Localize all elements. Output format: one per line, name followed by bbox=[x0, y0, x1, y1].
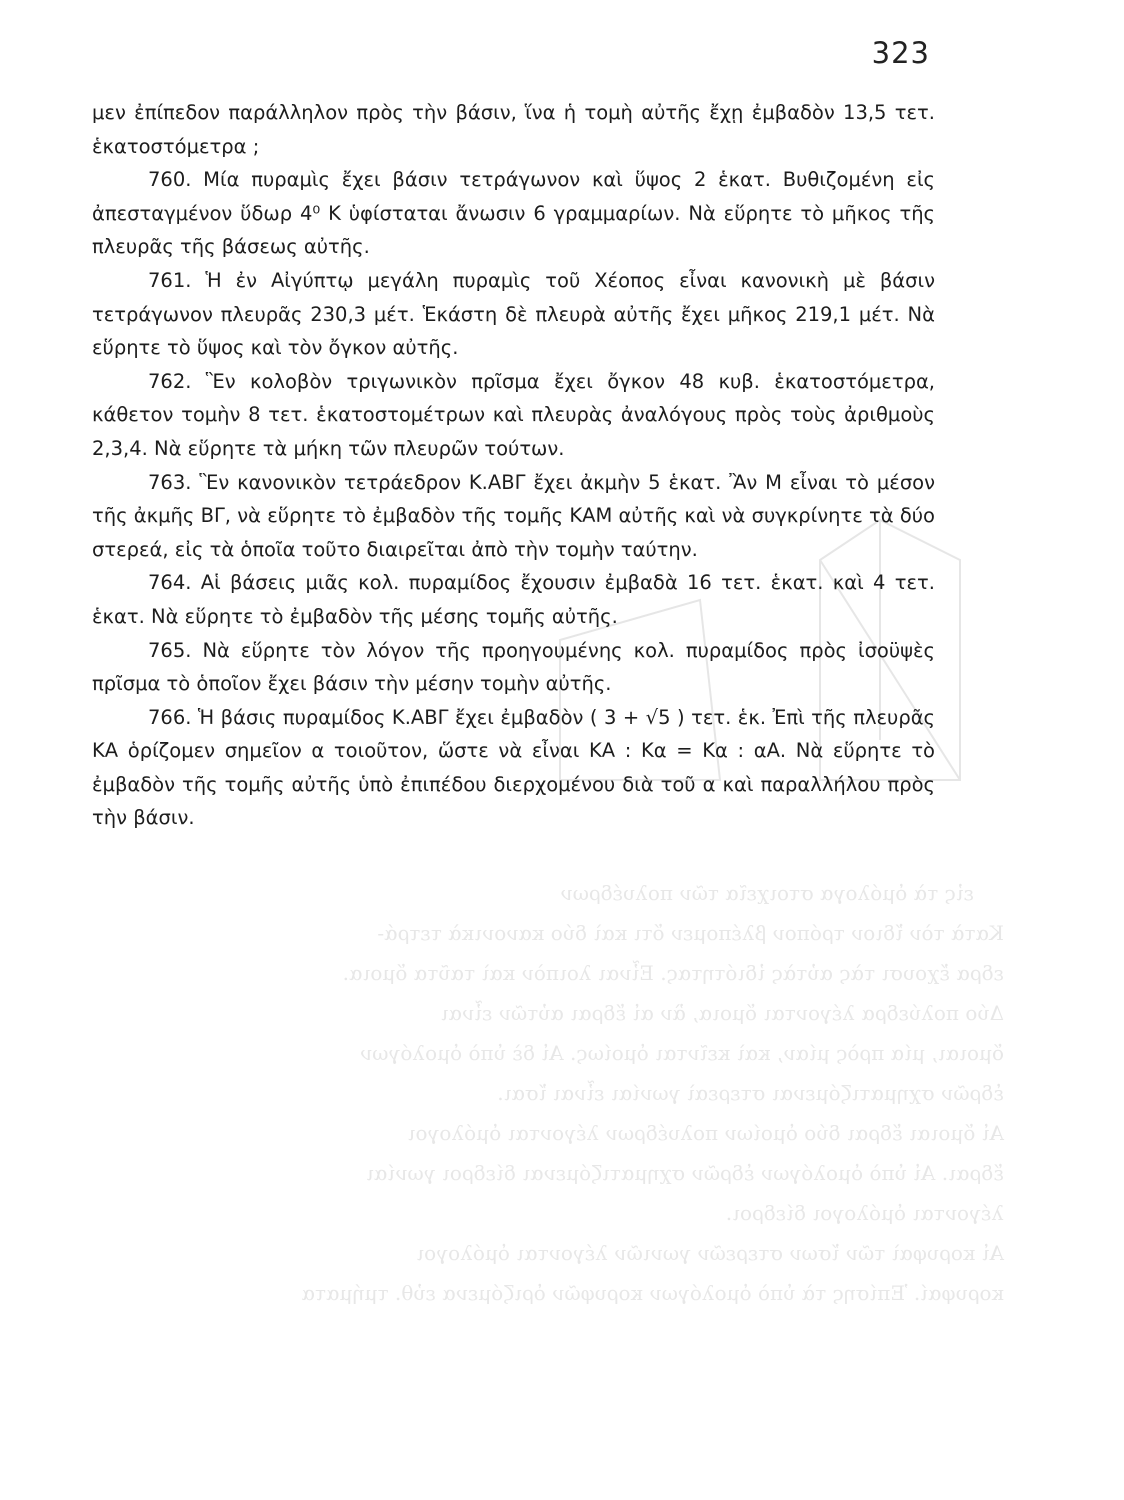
page-number: 323 bbox=[871, 36, 930, 70]
svg-text:Κατὰ τὸν ἴδιον τρόπον βλέπομεν: Κατὰ τὸν ἴδιον τρόπον βλέπομεν ὅτι καὶ δύο κανονικὰ τετρά- bbox=[377, 921, 1004, 945]
svg-text:κορυφαί. Ἐπίσης τὰ ὑπὸ ὁμολόγω: κορυφαί. Ἐπίσης τὰ ὑπὸ ὁμολόγων κορυφῶν ὁριζόμενα εὐθ. τμήματα bbox=[301, 1281, 1004, 1305]
svg-text:Αἱ ὅμοιαι ἕδραι δύο ὁμοίων πολ: Αἱ ὅμοιαι ἕδραι δύο ὁμοίων πολυέδρων λέγονται ὁμόλογοι bbox=[407, 1121, 1004, 1145]
svg-text:Αἱ κορυφαὶ τῶν ἴσων στερεῶν γω: Αἱ κορυφαὶ τῶν ἴσων στερεῶν γωνιῶν λέγονται ὁμόλογοι bbox=[416, 1241, 1004, 1265]
problem-list bbox=[92, 96, 935, 835]
svg-text:Δύο πολύεδρα λέγονται ὅμοια, ἂ: Δύο πολύεδρα λέγονται ὅμοια, ἂν αἱ ἕδραι αὐτῶν εἶναι bbox=[440, 1001, 1004, 1025]
svg-text:ὅμοιαι, μία πρὸς μίαν, καὶ κεῖ: ὅμοιαι, μία πρὸς μίαν, καὶ κεῖνται ὁμοίως. Αἱ δὲ ὑπὸ ὁμολόγων bbox=[359, 1041, 1004, 1065]
svg-text:εδρα ἔχουσι τὰς αὐτὰς ἰδιότητα: εδρα ἔχουσι τὰς αὐτὰς ἰδιότητας. Εἶναι λοιπὸν καὶ ταῦτα ὅμοια. bbox=[342, 961, 1004, 985]
problem-765: 765. Νὰ εὕρητε τὸν λόγον τῆς προηγουμένης κολ. πυραμίδος πρὸς ἰσοϋψὲς πρῖσμα τὸ ὁποῖον ἔχει βάσιν τὴν μέσην τομὴν αὐτῆς. bbox=[92, 638, 935, 696]
svg-text:λέγονται ὁμόλογοι δίεδροι.: λέγονται ὁμόλογοι δίεδροι. bbox=[725, 1201, 1004, 1225]
problem-764: 764. Αἱ βάσεις μιᾶς κολ. πυραμίδος ἔχουσιν ἐμβαδὰ 16 τετ. ἑκατ. καὶ 4 τετ. ἑκατ. Νὰ εὕρητε τὸ ἐμβαδὸν τῆς μέσης τομῆς αὐτῆς. bbox=[92, 571, 935, 628]
svg-text:ἑδρῶν σχηματιζόμεναι στερεαὶ γ: ἑδρῶν σχηματιζόμεναι στερεαὶ γωνίαι εἶναι ἴσαι. bbox=[497, 1081, 1004, 1105]
problem-760: 760. Μία πυραμὶς ἔχει βάσιν τετράγωνον καὶ ὕψος 2 ἑκατ. Βυθιζομένη εἰς ἀπεσταγμένον ὕδωρ 4⁰ Κ ὑφίσταται ἄνωσιν 6 γραμμαρίων. Νὰ εὕρητε τὸ μῆκος τῆς πλευρᾶς τῆς βάσεως αὐτῆς. bbox=[92, 168, 935, 259]
problem-766: 766. Ἡ βάσις πυραμίδος Κ.ΑΒΓ ἔχει ἐμβαδὸν ( 3 + √5 ) τετ. ἑκ. Ἐπὶ τῆς πλευρᾶς ΚΑ ὁρίζομεν σημεῖον α τοιοῦτον, ὥστε νὰ εἶναι ΚΑ : Κα = Κα : αΑ. Νὰ εὕρητε τὸ ἐμβαδὸν τῆς τομῆς αὐτῆς ὑπὸ ἐπιπέδου διερχομένου διὰ τοῦ α καὶ παραλλήλου πρὸς τὴν βάσιν. bbox=[92, 705, 935, 830]
svg-text:ἕδραι. Αἱ ὑπὸ ὁμολόγων ἑδρῶν σ: ἕδραι. Αἱ ὑπὸ ὁμολόγων ἑδρῶν σχηματιζόμεναι δίεδροι γωνίαι bbox=[365, 1161, 1004, 1185]
problem-763: 763. Ἓν κανονικὸν τετράεδρον Κ.ΑΒΓ ἔχει ἀκμὴν 5 ἑκατ. Ἂν Μ εἶναι τὸ μέσον τῆς ἀκμῆς ΒΓ, νὰ εὕρητε τὸ ἐμβαδὸν τῆς τομῆς ΚΑΜ αὐτῆς καὶ νὰ συγκρίνητε τὰ δύο στερεά, εἰς τὰ ὁποῖα τοῦτο διαιρεῖται ἀπὸ τὴν τομὴν ταύτην. bbox=[92, 470, 935, 561]
svg-text:εἰς τὰ ὁμόλογα στοιχεῖα τῶν πο: εἰς τὰ ὁμόλογα στοιχεῖα τῶν πολυέδρων bbox=[560, 881, 974, 905]
problem-762: 762. Ἓν κολοβὸν τριγωνικὸν πρῖσμα ἔχει ὄγκον 48 κυβ. ἑκατοστόμετρα, κάθετον τομὴν 8 τετ. ἑκατοστομέτρων καὶ πλευρὰς ἀναλόγους πρὸς τοὺς ἀριθμοὺς 2,3,4. Νὰ εὕρητε τὰ μήκη τῶν πλευρῶν τούτων. bbox=[92, 369, 935, 460]
problem-continuation: μεν ἐπίπεδον παράλληλον πρὸς τὴν βάσιν, ἵνα ἡ τομὴ αὐτῆς ἔχῃ ἐμβαδὸν 13,5 τετ. ἑκατοστόμετρα ; bbox=[92, 101, 935, 158]
problem-761: 761. Ἡ ἐν Αἰγύπτῳ μεγάλη πυραμὶς τοῦ Χέοπος εἶναι κανονικὴ μὲ βάσιν τετράγωνον πλευρᾶς 230,3 μέτ. Ἑκάστη δὲ πλευρὰ αὐτῆς ἔχει μῆκος 219,1 μέτ. Νὰ εὕρητε τὸ ὕψος καὶ τὸν ὄγκον αὐτῆς. bbox=[92, 268, 935, 360]
